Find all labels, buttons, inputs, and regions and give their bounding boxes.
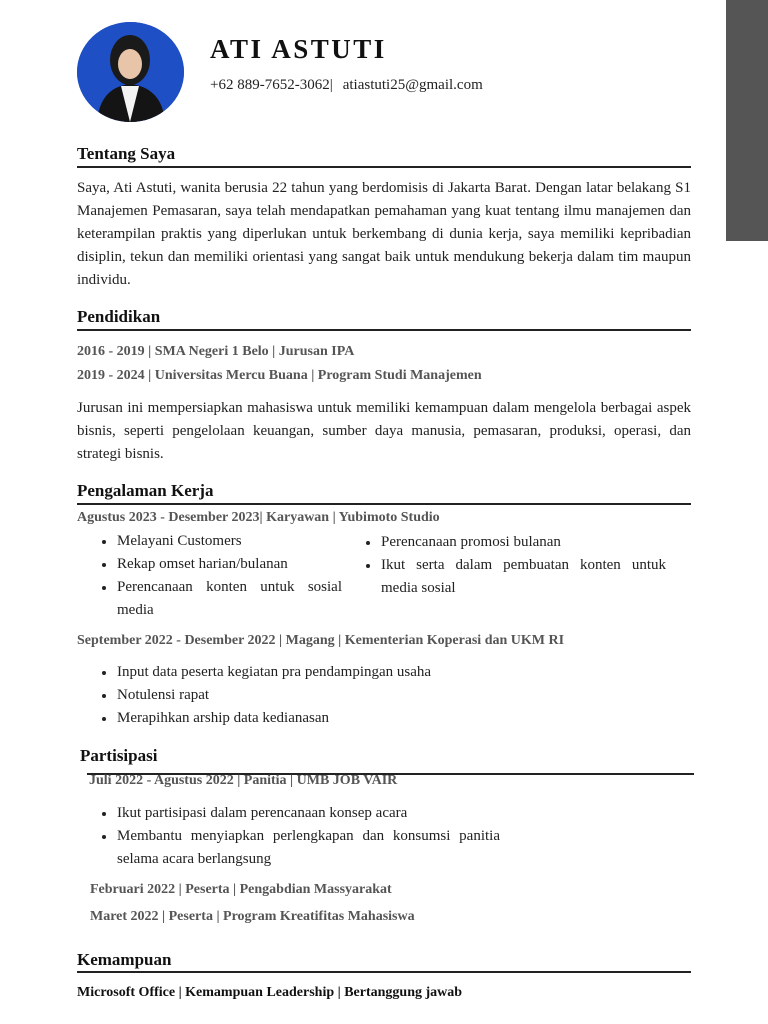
list-item: Perencanaan promosi bulanan (363, 531, 666, 554)
section-divider (77, 971, 691, 973)
list-item: Rekap omset harian/bulanan (99, 553, 342, 576)
list-item: Input data peserta kegiatan pra pendampingan usaha (99, 661, 659, 684)
section-title-skills: Kemampuan (77, 950, 172, 969)
education-description: Jurusan ini mempersiapkan mahasiswa untuk memiliki kemampuan dalam mengelola berbagai aspek bisnis, seperti pengelolaan keuangan, sumber daya manusia, pemasaran, produksi, operasi, dan strategi bisnis. (77, 400, 691, 462)
job-duties-left (99, 530, 342, 622)
participation-heading: Juli 2022 - Agustus 2022 | Panitia | UMB JOB VAIR (89, 773, 398, 788)
profile-photo (77, 22, 184, 122)
participation-heading: Februari 2022 | Peserta | Pengabdian Massyarakat (90, 882, 392, 897)
list-item: Ikut serta dalam pembuatan konten untuk media sosial (363, 554, 666, 600)
person-icon (77, 22, 184, 122)
job-duties (99, 661, 659, 730)
job-duties-right (363, 531, 666, 600)
section-title-experience: Pengalaman Kerja (77, 481, 214, 500)
education-item: 2016 - 2019 | SMA Negeri 1 Belo | Jurusan IPA (77, 344, 355, 359)
section-title-education: Pendidikan (77, 307, 161, 326)
phone-number: +62 889-7652-3062| (210, 77, 333, 93)
participation-heading: Maret 2022 | Peserta | Program Kreatifitas Mahasiswa (90, 909, 415, 924)
side-color-bar (726, 0, 768, 241)
list-item: Merapihkan arship data kedianasan (99, 707, 659, 730)
list-item: Melayani Customers (99, 530, 342, 553)
candidate-name: ATI ASTUTI (210, 34, 387, 64)
job-heading: September 2022 - Desember 2022 | Magang | Kementerian Koperasi dan UKM RI (77, 633, 565, 648)
contact-line (210, 77, 483, 94)
list-item: Notulensi rapat (99, 684, 659, 707)
skills-list: Microsoft Office | Kemampuan Leadership | Bertanggung jawab (77, 985, 463, 1000)
about-text: Saya, Ati Astuti, wanita berusia 22 tahun yang berdomisis di Jakarta Barat. Dengan latar belakang S1 Manajemen Pemasaran, saya telah mendapatkan pemahaman yang kuat tentang ilmu manajemen dan keterampilan praktis yang diperlukan untuk berkembang di dunia kerja, saya memiliki kepribadian disiplin, tekun dan memiliki orientasi yang sangat baik untuk mendukung bekerja dalam tim maupun individu. (77, 180, 691, 288)
section-divider (77, 503, 691, 505)
section-divider (77, 166, 691, 168)
list-item: Membantu menyiapkan perlengkapan dan konsumsi panitia selama acara berlangsung (99, 825, 500, 871)
section-divider (77, 329, 691, 331)
education-item: 2019 - 2024 | Universitas Mercu Buana | Program Studi Manajemen (77, 368, 482, 383)
section-title-about: Tentang Saya (77, 144, 176, 163)
job-heading: Agustus 2023 - Desember 2023| Karyawan | Yubimoto Studio (77, 510, 440, 525)
section-title-participation: Partisipasi (80, 746, 158, 765)
email-address[interactable]: atiastuti25@gmail.com (342, 77, 483, 93)
list-item: Ikut partisipasi dalam perencanaan konsep acara (99, 802, 500, 825)
participation-duties (99, 802, 500, 871)
list-item: Perencanaan konten untuk sosial media (99, 576, 342, 622)
